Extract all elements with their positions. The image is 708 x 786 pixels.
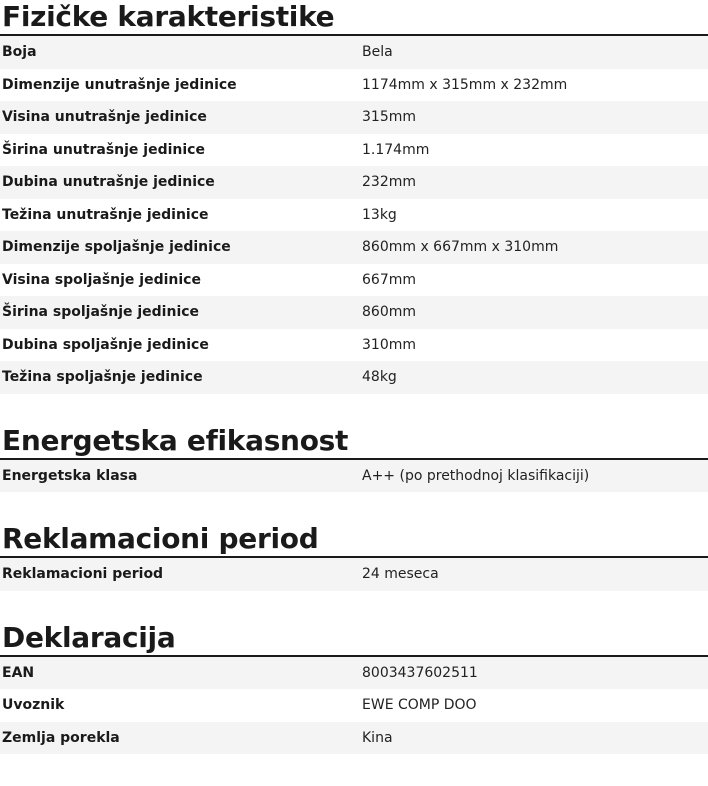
row-label: Težina spoljašnje jedinice <box>2 369 203 386</box>
section-warranty <box>0 522 708 591</box>
section-spacer <box>0 394 708 424</box>
spec-table-energy <box>0 460 708 493</box>
table-row <box>0 361 708 394</box>
table-row <box>0 166 708 199</box>
table-row <box>0 329 708 362</box>
row-label: Dimenzije unutrašnje jedinice <box>2 76 237 93</box>
table-row <box>0 722 708 755</box>
table-row <box>0 460 708 493</box>
row-label: Dimenzije spoljašnje jedinice <box>2 239 231 256</box>
row-value: 8003437602511 <box>362 664 478 681</box>
row-value: 315mm <box>362 109 416 126</box>
section-declaration <box>0 621 708 755</box>
row-value: 1.174mm <box>362 141 430 158</box>
table-row <box>0 199 708 232</box>
row-value: 310mm <box>362 336 416 353</box>
row-value: 860mm x 667mm x 310mm <box>362 239 559 256</box>
row-label: Širina spoljašnje jedinice <box>2 304 200 321</box>
table-row <box>0 558 708 591</box>
section-spacer <box>0 492 708 522</box>
table-row <box>0 231 708 264</box>
section-title-warranty: Reklamacioni period <box>0 522 708 558</box>
row-value: 24 meseca <box>362 566 439 583</box>
row-label: Zemlja porekla <box>2 729 120 746</box>
table-row <box>0 689 708 722</box>
row-value: Bela <box>362 44 393 61</box>
row-value: 667mm <box>362 271 416 288</box>
row-label: Težina unutrašnje jedinice <box>2 206 209 223</box>
row-label: Širina unutrašnje jedinice <box>2 141 205 158</box>
row-label: EAN <box>2 664 35 681</box>
table-row <box>0 657 708 690</box>
row-value: 1174mm x 315mm x 232mm <box>362 76 568 93</box>
section-spacer <box>0 591 708 621</box>
table-row <box>0 264 708 297</box>
table-row <box>0 134 708 167</box>
row-label: Uvoznik <box>2 697 65 714</box>
section-title-energy: Energetska efikasnost <box>0 424 708 460</box>
table-row <box>0 101 708 134</box>
row-value: EWE COMP DOO <box>362 697 477 714</box>
section-title-declaration: Deklaracija <box>0 621 708 657</box>
spec-table-physical <box>0 36 708 394</box>
row-label: Dubina unutrašnje jedinice <box>2 174 215 191</box>
spec-table-declaration <box>0 657 708 755</box>
spec-table-warranty <box>0 558 708 591</box>
table-row <box>0 69 708 102</box>
row-label: Energetska klasa <box>2 467 138 484</box>
row-value: A++ (po prethodnoj klasifikaciji) <box>362 467 590 484</box>
row-label: Boja <box>2 44 37 61</box>
row-value: 860mm <box>362 304 416 321</box>
row-value: Kina <box>362 729 393 746</box>
section-title-physical: Fizičke karakteristike <box>0 0 708 36</box>
row-value: 48kg <box>362 369 397 386</box>
row-label: Reklamacioni period <box>2 566 164 583</box>
table-row <box>0 36 708 69</box>
row-value: 13kg <box>362 206 397 223</box>
section-energy <box>0 424 708 493</box>
row-value: 232mm <box>362 174 416 191</box>
row-label: Dubina spoljašnje jedinice <box>2 336 209 353</box>
row-label: Visina spoljašnje jedinice <box>2 271 201 288</box>
table-row <box>0 296 708 329</box>
row-label: Visina unutrašnje jedinice <box>2 109 207 126</box>
